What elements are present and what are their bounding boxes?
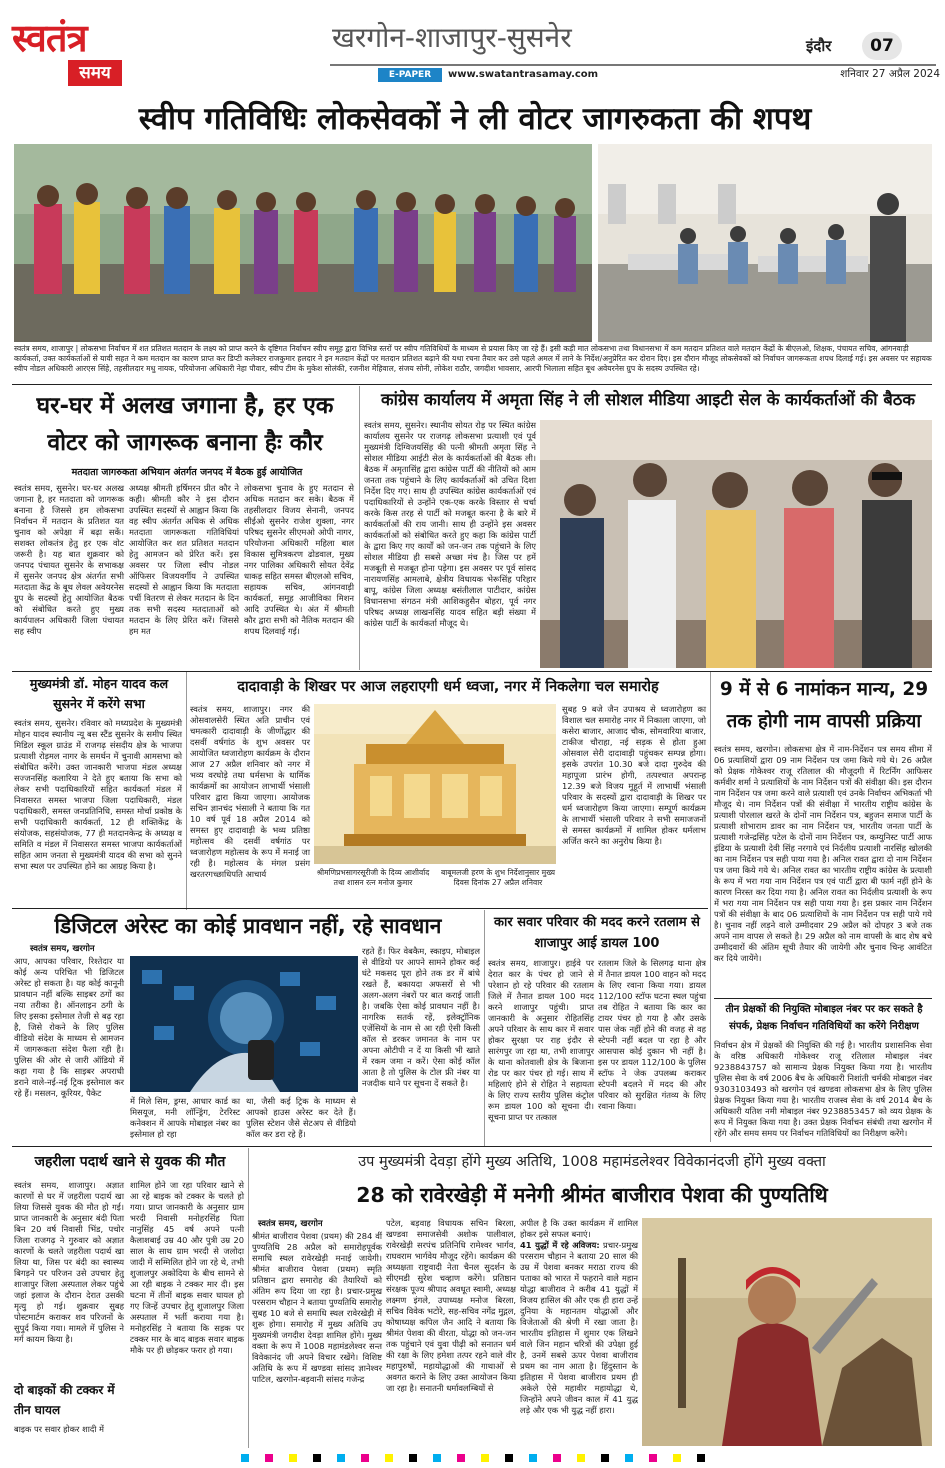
divider [12,384,932,385]
art7-col4: रहते हैं। फिर वेबकैम, स्काइप, मोबाइल से वीडियो पर आपने सामने होकर कई घंटे मकसद पूरा होने तक डर में बांधे रखते हैं, बकायदा अफसरों से भी अलग-अलग नंबरों पर बात कराई जाती है। जबकि ऐसा कोई प्रावधान नहीं है। नागरिक सतर्क रहें, इलेक्ट्रॉनिक एजेंसियों के नाम से आ रही ऐसी किसी कॉल से डरकर जमानत के नाम पर अपना ओटीपी न दें या किसी भी खाते में रकम जमा न करें। ऐसा कोई कॉल आता है तो पुलिस के टोल फ्री नंबर या नजदीक थाने पर सूचना दें सकते है। [362,946,480,1088]
registration-mark [697,1454,705,1462]
divider [484,910,485,1146]
registration-mark [649,1454,657,1462]
art4-col2: सुबह 9 बजे जैन उपाश्रय से ध्वजारोहण का विशाल चल समारोह नगर में निकाला जाएगा, जो कसेरा बाजार, आजाद चौक, सोमवारिया बाजार, टाकीज चौराहा, नई सड़क से होता हुआ ओसवाल सेरी दादावाड़ी पहुंचकर सम्पन्न होगा। इसके उपरांत 10.30 बजे दादा गुरुदेव की महापूजा प्रारंभ होगी, तत्पश्चात अपरान्ह 12.39 बजे विजय मुहूर्त में लाभार्थी भंसाली परिवार के सदस्यों द्वारा दादावाड़ी के शिखर पर धर्म ध्वजारोहण किया जाएगा। सम्पूर्ण कार्यक्रम के लाभार्थी भंसाली परिवार ने सभी समाजजनों से समस्त कार्यक्रमों में शामिल होकर धर्मलाभ अर्जित करने का अनुरोध किया है। [562,704,706,846]
registration-mark [625,1454,633,1462]
registration-mark [673,1454,681,1462]
art1-col2: अध्यक्ष श्रीमती हर्षिमरन प्रीत कौर ने कही। श्रीमती कौर ने इस दौरान उपस्थित सदस्यों से आह्वान किया कि वह स्वीप अंतर्गत अधिक से अधिक मतदाता जागरूकता गतिविधियां आयोजित कर शत प्रतिशत मतदान हेतु आमजन को प्रेरित करें। इस अवसर पर जिला स्वीप नोडल ऑफिसर विजयवर्गीय ने उपस्थित सदस्यों से आह्वान किया कि मतदाता पर्ची वितरण से लेकर मतदान के दिन तक सभी सदस्य मतदाताओं को मतदान के लिए प्रेरित करें। जिससे हम मत [129,483,239,636]
art10-col3b [520,1240,638,1446]
website-link[interactable]: www.swatantrasamay.com [448,69,599,80]
registration-mark [553,1454,561,1462]
art7-dateline: स्वतंत्र समय, खरगोन [30,944,95,954]
logo-bottom-text: समय [68,60,122,86]
art5-body: स्वतंत्र समय, खरगोन। लोकसभा क्षेत्र में नाम-निर्देशन पत्र समय सीमा में 06 प्रत्याशियों द्वारा 09 नाम निर्देशन पत्र जमा किये गये थे। 26 अप्रैल को प्रेक्षक गोकेश्वर राजू रतिलाल की मौजूदगी में रिटर्निंग आफिसर कर्मवीर शर्मा ने प्रत्याशियों के नाम निर्देशन पत्रों की संवीक्षा की। इस दौरान नाम निर्देशन पत्र जमा करने वाले प्रत्याशी एवं उनके निर्वाचन अभिकर्ता भी मौजूद थे। नाम निर्देशन पत्रों की संवीक्षा में भारतीय राष्ट्रीय कांग्रेस के प्रत्याशी पोरलाल खरते के दोनों नाम निर्देशन पत्र, बहुजन समाज पार्टी के प्रत्याशी शोभाराम डावर का नाम निर्देशन पत्र, भारतीय जनता पार्टी के प्रत्याशी गजेन्द्रसिंह पटेल के दोनों नाम निर्देशन पत्र, कम्युनिस्ट पार्टी आफ इंडिया के प्रत्याशी देवी सिंह नरगावे एवं निर्दलीय प्रत्याशी नारसिंह खोलकी का नाम निर्देशन पत्र सही पाया गया है। अनिल रावत द्वारा दो नाम निर्देशन पत्र जमा किये गये थे। अनिल रावत का भारतीय राष्ट्रीय कांग्रेस के प्रत्याशी के रूप में भरा गया नाम निर्देशन पत्र एवं पार्टी द्वारा बी फार्म नहीं होने के कारण निरस्त कर दिया गया है। अनिल रावत का निर्दलीय प्रत्याशी के रूप में भरा गया नाम निर्देशन पत्र सही पाया गया है। इस प्रकार नाम निर्देशन पत्रों की संवीक्षा के बाद 06 प्रत्याशियों के नाम निर्देशन पत्र सही पाये गये है। चुनाव नहीं लड़ने वाले उम्मीदवार 29 अप्रैल को दोपहर 3 बजे तक अपने नाम वापस ले सकते है। 29 अप्रैल को नाम वापसी के बाद शेष बचे उम्मीदवारों की अंतिम सूची तैयार की जायेगी और चुनाव चिन्ह आवंटित कर दिये जायेंगे। [714,744,932,963]
color-registration-strip [0,1454,945,1464]
lead-photo-left [14,144,592,342]
registration-mark [433,1454,441,1462]
divider [12,1146,932,1147]
registration-mark [529,1454,537,1462]
art9-col1: स्वतंत्र समय, शाजापुर। अज्ञात कारणों से घर में जहरीला पदार्थ खा लिया जिससे युवक की मौत हो गई। प्राप्त जानकारी के अनुसार बंदी पिता बिन 20 वर्ष निवासी भिंड, पचोर जिला राजगढ़ ने गुरुवार को अज्ञात कारणों के चलते जहरीला पदार्थ खा लिया था, जिस पर बंदी का स्वास्थ्य बिगड़ने पर परिजन उसे उपचार हेतु शाजापुर जिला अस्पताल लेकर पहुंचे जहां इलाज के दौरान देरात उसकी मृत्यु हो गई। शुक्रवार सुबह पोस्टमार्टम कराकर शव परिजनों के सुपुर्द किया गया। मामले में पुलिस ने मर्ग कायम किया है। [14,1180,124,1344]
divider [710,672,711,1142]
art1-subhead: मतदाता जागरुकता अभियान अंतर्गत जनपद में बैठक हुई आयोजित [71,467,303,478]
lead-headline: स्वीप गतिविधिः लोकसेवकों ने ली वोटर जागरुकता की शपथ [138,101,812,137]
art10-col3: अपील है कि उक्त कार्यक्रम में शामिल होकर इसे सफल बनाएं। [520,1218,638,1239]
art2-headline: कांग्रेस कार्यालय में अमृता सिंह ने ली सोशल मीडिया आइटी सेल के कार्यकर्ताओं की बैठक [380,390,916,409]
art8-col2: रतलाम जिले के सिलगढ़ थाना क्षेत्र में तैनात डायल 100 वाहन को मदद के लिए रवाना किया गया। डायल 112/100 स्टॉफ घटना स्थल पहुंचा तब रोहित ने बताया कि कार का टायर पंचर हो गया है और उसके पास जेक नहीं होने की वजह से वह स्टेपनी नहीं बदल पा रहा है और आसपास कोई दुकान भी नहीं है। इस पर डायल 112/100 के पुलिस स्टॉफ ने जेक उपलब्ध कराकर स्टेपनी बदलने में मदद की और परिवार को सुरक्षित गंतव्य के लिए रवाना किया। [598,958,706,1111]
art7-col2: में मिले सिम, ड्रग्स, आधार कार्ड का मिसयूज, मनी लॉन्ड्रिंग, टेररिस्ट कनेक्शन में आपके मोबाइल नंबर का इस्तेमाल हो रहा [130,1096,240,1139]
art2-body: स्वतंत्र समय, सुसनेर। स्थानीय सोयत रोड़ पर स्थित कांग्रेस कार्यालय सुसनेर पर राजगढ़ लोकसभा प्रत्याशी एवं पूर्व मुख्यमंत्री दिग्विजयसिंह की पत्नी श्रीमती अमृता सिंह ने सोशल मीडिया आईटी सेल के कार्यकर्ताओं की बैठक ली। बैठक में अमृतासिंह द्वारा कांग्रेस पार्टी की नीतियों को आम जनता तक पहुंचाने के लिए कार्यकर्ताओं को उचित दिशा निर्देश दिए गए। साथ ही उपस्थित कांग्रेस कार्यकर्ताओं एवं पदाधिकारियों से उन्होंने एक-एक करके विस्तार से चर्चा करके किस तरह से पार्टी को मजबूत करना है के बारे में कार्यकर्ताओं की राय जानी। साथ ही उन्होंने इस अवसर कार्यकर्ताओं को संबोधित करते हुए कहा कि कांग्रेस पार्टी के द्वारा किए गए कार्यों को जन-जन तक पहुंचाने के लिए सोशल मीडिया ही सबसे अच्छा मंच है। जिस पर हमें मजबूती से मजबूत होना पड़ेगा। इस अवसर पर पूर्व सांसद नारायणसिंह आमलाबे, क्षेत्रीय विधायक भेरूसिंह परिहार बापू, कांग्रेस जिला अध्यक्ष बसंतीलाल पाटीदार, कांग्रेस विधानसभा संगठन मंत्री आशिकहुसैन बोहरा, पूर्व नगर परिषद अध्यक्ष लाखनसिंह यादव सहित बड़ी संख्या में कांग्रेस पार्टी के कार्यकर्ता मौजूद थे। [364,420,536,628]
registration-mark [241,1454,249,1462]
art4-headline: दादावाड़ी के शिखर पर आज लहराएगी धर्म ध्वजा, नगर में निकलेगा चल समारोह [237,679,659,695]
epaper-badge: E-PAPER [378,68,442,82]
art10-col1: श्रीमंत बाजीराव पेशवा (प्रथम) की 284 वीं पुण्यतिथि 28 अप्रैल को समारोहपूर्वक समाधि स्थल रावेरखेड़ी मनाई जायेगी। श्रीमंत बाजीराव पेशवा (प्रथम) स्मृति प्रतिष्ठान द्वारा समारोह की तैयारियों को अंतिम रूप दिया जा रहा है। प्रचार-प्रमुख परसराम चौहान ने बताया पुण्यतिथि समारोह सुबह 10 बजे से समाधि स्थल रावेरखेड़ी में शुरू होगा। समारोह में मुख्य अतिथि उप मुख्यमंत्री जगदीश देवड़ा शामिल होंगे। मुख्य वक्ता के रूप में 1008 महामंडलेश्वर सन्त विवेकानंद जी अपने विचार रखेंगे। विशिष्ट अतिथि के रूप में खण्डवा सांसद ज्ञानेश्वर पाटिल, खरगोन-बड़वानी सांसद गजेन्द्र [252,1231,382,1384]
art10-kicker: उप मुख्यमंत्री देवड़ा होंगे मुख्य अतिथि, 1008 महामंडलेश्वर विवेकानंदजी होंगे मुख्य वक्ता [358,1154,826,1170]
art10-headline: 28 को रावेरखेड़ी में मनेगी श्रीमंत बाजीराव पेशवा की पुण्यतिथि [356,1183,828,1207]
art9-col2: शामिल होने जा रहा परिवार खाने से आ रहे बाइक को टक्कर के चलते हो गया। प्राप्त जानकारी के अनुसार ग्राम भरदी निवासी मनोहरसिंह पिता नानुसिंह 45 वर्ष अपने पत्नी कैलाशबाई उम्र 40 और पुत्री उम्र 20 साल के साथ ग्राम भरदी से जलोदा जादी में सम्मिलित होने जा रहे थे, तभी शुजालपुर अकोदिया के बीच सामने से आ रही बाइक ने टक्कर मार दी। इस घटना में तीनों बाइक सवार घायल हो गए जिन्हें उपचार हेतु शुजालपुर जिला अस्पताल में भर्ती कराया गया है। मनोहरसिंह ने बताया कि सड़क पर टक्कर मार के बाद बाइक सवार बाइक मौके पर ही छोड़कर फरार हो गया। [130,1180,244,1355]
art10-col2: पटेल, बड़वाह विधायक सचिन बिरला, खण्डवा समाजसेवी अशोक पालीवाल, रावेरखेड़ी सरपंच प्रतिनिधि रामेश्वर भार्गव, राघवराम भार्गवेय मौजूद रहेंगे। कार्यक्रम की अध्यक्षता राष्ट्रवादी नेता चैनल सुदर्शन के सीएमडी सुरेश चव्हाण करेंगे। प्रतिष्ठान संरक्षक पूज्य श्रीपाद अवधूत स्वामी, अध्यक्ष लक्ष्मण इंगले, उपाध्यक्ष मनोज बिरला, सचिव विवेक भटोरे, सह-सचिव नगेंद्र मुद्गल, कोषाध्यक्ष कपिल जैन आदि ने बताया कि श्रीमंत पेशवा की वीरता, योद्धा को जन-जन तक पहुंचाने एवं युवा पीढ़ी को सनातन धर्म की रक्षा के लिए हमेशा तत्पर रहने वाले वीर महापुरुषों, महायोद्धाओं की गाथाओं से अवगत कराने के लिए उक्त आयोजन किया जा रहा है। सनातनी धर्मावलम्बियों से [386,1218,516,1393]
art2-photo [540,420,932,668]
lead-photo-right [598,144,932,342]
divider [714,998,932,999]
art10-col3b-text: प्रचार-प्रमुख परसराम चौहान ने बताया 20 साल की उम्र में पेशवा बनकर मराठा राज्य की पताका को भारत में फहराने वाले महान योद्धा बाजीराव ने करीब 41 युद्धों में विजय हासिल की और एक ही हारा उन्हें दुनिया के महानतम योद्धाओं और विजेताओं की श्रेणी में रखा जाता है। भारतीय इतिहास में शुमार एक लिखने वाले जिन महान चरित्रों की उपेक्षा हुई है, उनमें सबसे ऊपर पेशवा बाजीराव प्रथम का नाम आता है। हिंदुस्तान के इतिहास में पेशवा बाजीराव प्रथम ही अकेले ऐसे महावीर महायोद्धा थे, जिन्होंने अपने जीवन काल में 41 युद्ध लड़े और एक भी युद्ध नहीं हारा। [520,1240,638,1415]
region-title: खरगोन-शाजापुर-सुसनेर [332,21,572,54]
issue-date: शनिवार 27 अप्रैल 2024 [840,68,940,80]
city-label: इंदौर [806,37,832,55]
registration-mark [385,1454,393,1462]
divider [12,671,932,672]
art8-col1: स्वतंत्र समय, शाजापुर। हाईवे पर देरात कार के पंचर हो जाने से परेशान हो रहे परिवार की रतलाम जिले में तैनात डायल 100 मदद करने शाजापुर पहुंची। प्राप्त जानकारी के अनुसार रोहितसिंह अपने परिवार के साथ कार में सवार होकर सुरक्षा पर राह इंदौर से सारंगपुर जा रहा था, तभी शाजापुर के थाना कोतवाली क्षेत्र के बिजाना रोड पर कार पंचर हो गई। साथ में महिलाएं होने से रोहित ने सहायता के लिए राज्य स्तरीय पुलिस कंट्रोल रूम डायल 100 को सूचना दी। सूचना प्राप्त पर तत्काल [488,958,594,1122]
art6-body: निर्वाचन क्षेत्र में प्रेक्षकों की नियुक्ति की गई है। भारतीय प्रशासनिक सेवा के वरिष्ठ अधिकारी गोकेश्वर राजू रतिलाल मोबाइल नंबर 9238843757 को सामान्य प्रेक्षक नियुक्त किया गया है। भारतीय पुलिस सेवा के वर्ष 2006 बैच के अधिकारी निशांती चर्मकी मोबाइल नंबर 9303103493 को खरगोन एवं खण्डवा लोकसभा क्षेत्र के लिए पुलिस प्रेक्षक नियुक्त किया गया है। भारतीय राजस्व सेवा के वर्ष 2014 बैच के अधिकारी यतिश नमी मोबाइल नंबर 9238853457 को व्यय प्रेक्षक के रूप में नियुक्त किया गया है। उक्त प्रेक्षक निर्वाचन संबंधी तथा खरगोन में रहेंगे और समय समय पर निर्वाचन गतिविधियों का निरीक्षण करेंगे। [714,1040,932,1138]
divider [186,672,187,910]
art3-body: स्वतंत्र समय, सुसनेर। रविवार को मध्यप्रदेश के मुख्यमंत्री मोहन यादव स्थानीय न्यू बस स्टैंड सुसनेर के समीप स्थित मिडिल स्कूल ग्राउंड में राजगढ़ संसदीय क्षेत्र के भाजपा प्रत्याशी रोड़मल नागर के समर्थन में चुनावी आमसभा को संबोधित करेंगे। उक्त जानकारी भाजपा मंडल अध्यक्ष सज्जनसिंह कलारिया ने देते हुए बताया कि सभा को लेकर सभी पदाधिकारियों सहित कार्यकर्ता मंडल में निवासरत समस्त भाजपा जिला पदाधिकारी, मंडल पदाधिकारी, समस्त जनप्रतिनिधि, समस्त मोर्चा प्रकोष्ठ के सभी पदाधिकारी कार्यकर्ता, 12 ही शक्तिकेंद्र के संयोजक, सहसंयोजक, 77 ही मतदानकेन्द्र के अध्यक्ष व समिति व मंडल में निवासरत समस्त भाजपा कार्यकर्ताओं सहित आम जनता से मुख्यमंत्री यादव की सभा को सुनने सभा स्थल पर उपस्थित होने का आग्रह किया है। [14,718,182,871]
registration-mark [337,1454,345,1462]
art5-headline: 9 में से 6 नामांकन मान्य, 29 तक होगी नाम वापसी प्रक्रिया [719,679,929,732]
art4-caption-1: श्रीमणिप्रभसागरसूरीजी के दिव्य आशीर्वाद तथा शासन रत्न मनोज कुमार [316,868,430,887]
art4-caption-2: बाबूमलजी हरण के शुभ निर्देशानुसार मुख्य दिवस दिनांक 27 अप्रैल शनिवार [440,868,556,887]
registration-mark [505,1454,513,1462]
art9-sub-headline: दो बाइकों की टक्कर में तीन घायल [14,1383,115,1417]
logo-top-text: स्वतंत्र [12,16,87,60]
art4-photo [314,704,556,864]
art9-headline: जहरीला पदार्थ खाने से युवक की मौत [34,1154,226,1170]
art10-col3b-bold: 41 युद्धों में रहे अविजय: [520,1240,600,1250]
art7-col3: था, जैसी कई ट्रिक के माध्यम से आपको हाउस अरेस्ट कर देते हैं। पुलिस स्टेशन जैसे सेटअप से वीडियो कॉल कर डरा रहे हैं। [246,1096,356,1139]
art7-headline: डिजिटल अरेस्ट का कोई प्रावधान नहीं, रहे सावधान [54,914,442,938]
art1-col3: लोकसभा चुनाव के हुए मतदान से अधिक मतदान कर सके। बैठक में तहसीलदार विजय सेनानी, जनपद सीईओ सुसनेर राजेश शुक्ला, नगर परिषद सुसनेर सीएमओ ओपी नागर, परियोजना अधिकारी महिला बाल विकास सुमित्रकरण ढोडवाल, मुख्य नगर पालिका अधिकारी सोयत देवेंद्र धाकड़ सहित समस्त बीएलओ सचिव, सहायक सचिव, आंगनवाड़ी कार्यकर्ता, समूह आजीविका मिशन आदि उपस्थित थे। अंत में श्रीमती कौर द्वारा सभी को नैतिक मतदान की शपथ दिलवाई गई। [244,483,354,636]
art1-col1: स्वतंत्र समय, सुसनेर। घर-घर अलख जगाना है, हर मतदाता को जागरूक बनाना है जिससे हम लोकसभा निर्वाचन में मतदान के प्रतिशत यत चुनाव को अपेक्षा में बढ़ा सकें। सशक्त लोकतंत्र हेतु हर एक वोट जरूरी है। यह बात शुक्रवार को जनपद पंचायत सुसनेर के सभाकक्ष में सुसनेर जनपद क्षेत्र अंतर्गत सभी मतदाता केंद्र के बूथ लेवल अवेयरनेस ग्रुप के सदस्यों हेतु आयोजित बैठक को संबोधित करते हुए मुख्य कार्यपालन अधिकारी जिला पंचायत सह स्वीप [14,483,124,636]
registration-mark [289,1454,297,1462]
art9-sub-text: बाइक पर सवार होकर शादी में [14,1424,105,1434]
logo [12,16,124,92]
registration-mark [457,1454,465,1462]
art7-photo [130,956,358,1092]
registration-mark [313,1454,321,1462]
art4-col1: स्वतंत्र समय, शाजापुर। नगर की ओसवालसेरी स्थित अति प्राचीन एवं चमत्कारी दादावाड़ी के जीर्णोद्धार की दसवीं वर्षगांठ के शुभ अवसर पर आयोजित ध्वजारोहण कार्यक्रम के दौरान आज 27 अप्रैल शनिवार को नगर में भव्य वरघोड़े तथा धर्मसभा के धार्मिक कार्यक्रमों का आयोजन लाभार्थी भंसाली परिवार द्वारा किया जाएगा। आयोजक सचिन ज्ञानचंद भंसाली ने बताया कि गत 10 वर्ष पूर्व 18 अप्रैल 2014 को समस्त हुए दादावाड़ी के भव्य प्रतिष्ठा महोत्सव की दसवीं वर्षगांठ पर ध्वजारोहण महोत्सव के रूप में मनाई जा रही है। महोत्सव के मंगल प्रसंग खरतरगच्छाधिपति आचार्य [190,704,310,879]
registration-mark [265,1454,273,1462]
registration-mark [481,1454,489,1462]
registration-mark [601,1454,609,1462]
registration-mark [409,1454,417,1462]
registration-mark [361,1454,369,1462]
art10-portrait [642,1218,932,1446]
art3-headline: मुख्यमंत्री डॉ. मोहन यादव कल सुसनेर में करेंगे सभा [29,676,169,711]
divider [248,1148,249,1448]
lead-caption: स्वतंत्र समय, शाजापुर | लोकसभा निर्वाचन में शत प्रतिशत मतदान के लक्ष्य को प्राप्त करने के दृष्टिगत निर्वाचन स्वीप समूह द्वारा विभिन्न स्तरों पर स्वीप गतिविधियों के माध्यम से प्रयास किए जा रहे हैं। इसी कड़ी मात लोकसभा तथा विधानसभा में कम मतदान प्रतिशत वाले मतदान केंद्रों के बीएलओ, शिक्षक, पंचायत सचिव, आंगनवाड़ी कार्यकर्ता, उक्त कार्यकर्ताओं से यावी सहत ने कम मतदान का कारण प्राप्त कर डिप्टी कलेक्टर राजकुमार हलदार ने इन मतदान केंद्रों पर मतदान प्रतिशत बढ़ाने की यथा रचना तैयार कर उसे पहले अमल में लाने के निर्देश/अनुप्रेरित कर दोरान दिए। इस दौरान मौजूद लोकसेवकों को निर्वाचन जागरूकता शपथ दिलाई गई। इस अवसर पर सहायक स्वीप नोडल अधिकारी आरएस सिंहे, तहसीलदार मधु नायक, परियोजना अधिकारी नेहा पौवार, स्वीप टीम के मुकेश सोलंकी, रजनीश मेहिवाल, संजय सोनी, लोकेश राठौर, जगदीश भावसार, आरपी भिलाला सहित बूथ अवेयरनेस ग्रुप के सदस्य उपस्थित रहे। [14,344,932,373]
art6-headline: तीन प्रेक्षकों की नियुक्ति मोबाइल नंबर पर कर सकते है संपर्क, प्रेक्षक निर्वाचन गतिविधियों का करेंगे निरीक्षण [725,1004,923,1032]
art8-headline: कार सवार परिवार की मदद करने रतलाम से शाजापुर आई डायल 100 [494,915,700,951]
masthead [0,0,945,96]
divider [359,386,360,670]
art1-headline: घर-घर में अलख जगाना है, हर एक वोटर को जागरूक बनाना हैः कौर [36,393,334,456]
art7-col1: आप, आपका परिवार, रिश्तेदार या कोई अन्य परिचित भी डिजिटल अरेस्ट हो सकता है। यह कोई कानूनी प्रावधान नहीं बल्कि साइबर ठगों का नया तरीका है। ऑनलाइन ठगी के लिए इसका इस्तेमाल तेजी से बढ़ रहा है, जिसे रोकने के लिए पुलिस वीडियो संदेश के माध्यम से आमजन में जागरूकता संदेश फैला रही है। पुलिस की ओर से जारी ऑडियो में कहा गया है कि साइबर अपराधी डराने वाले-नई-नई ट्रिक इस्तेमाल कर रहे हैं। मसलन, कूरियर, पैकेट [14,956,124,1098]
art10-dateline: स्वतंत्र समय, खरगोन [258,1219,323,1229]
registration-mark [577,1454,585,1462]
divider [12,908,708,909]
page-number: 07 [862,32,902,60]
